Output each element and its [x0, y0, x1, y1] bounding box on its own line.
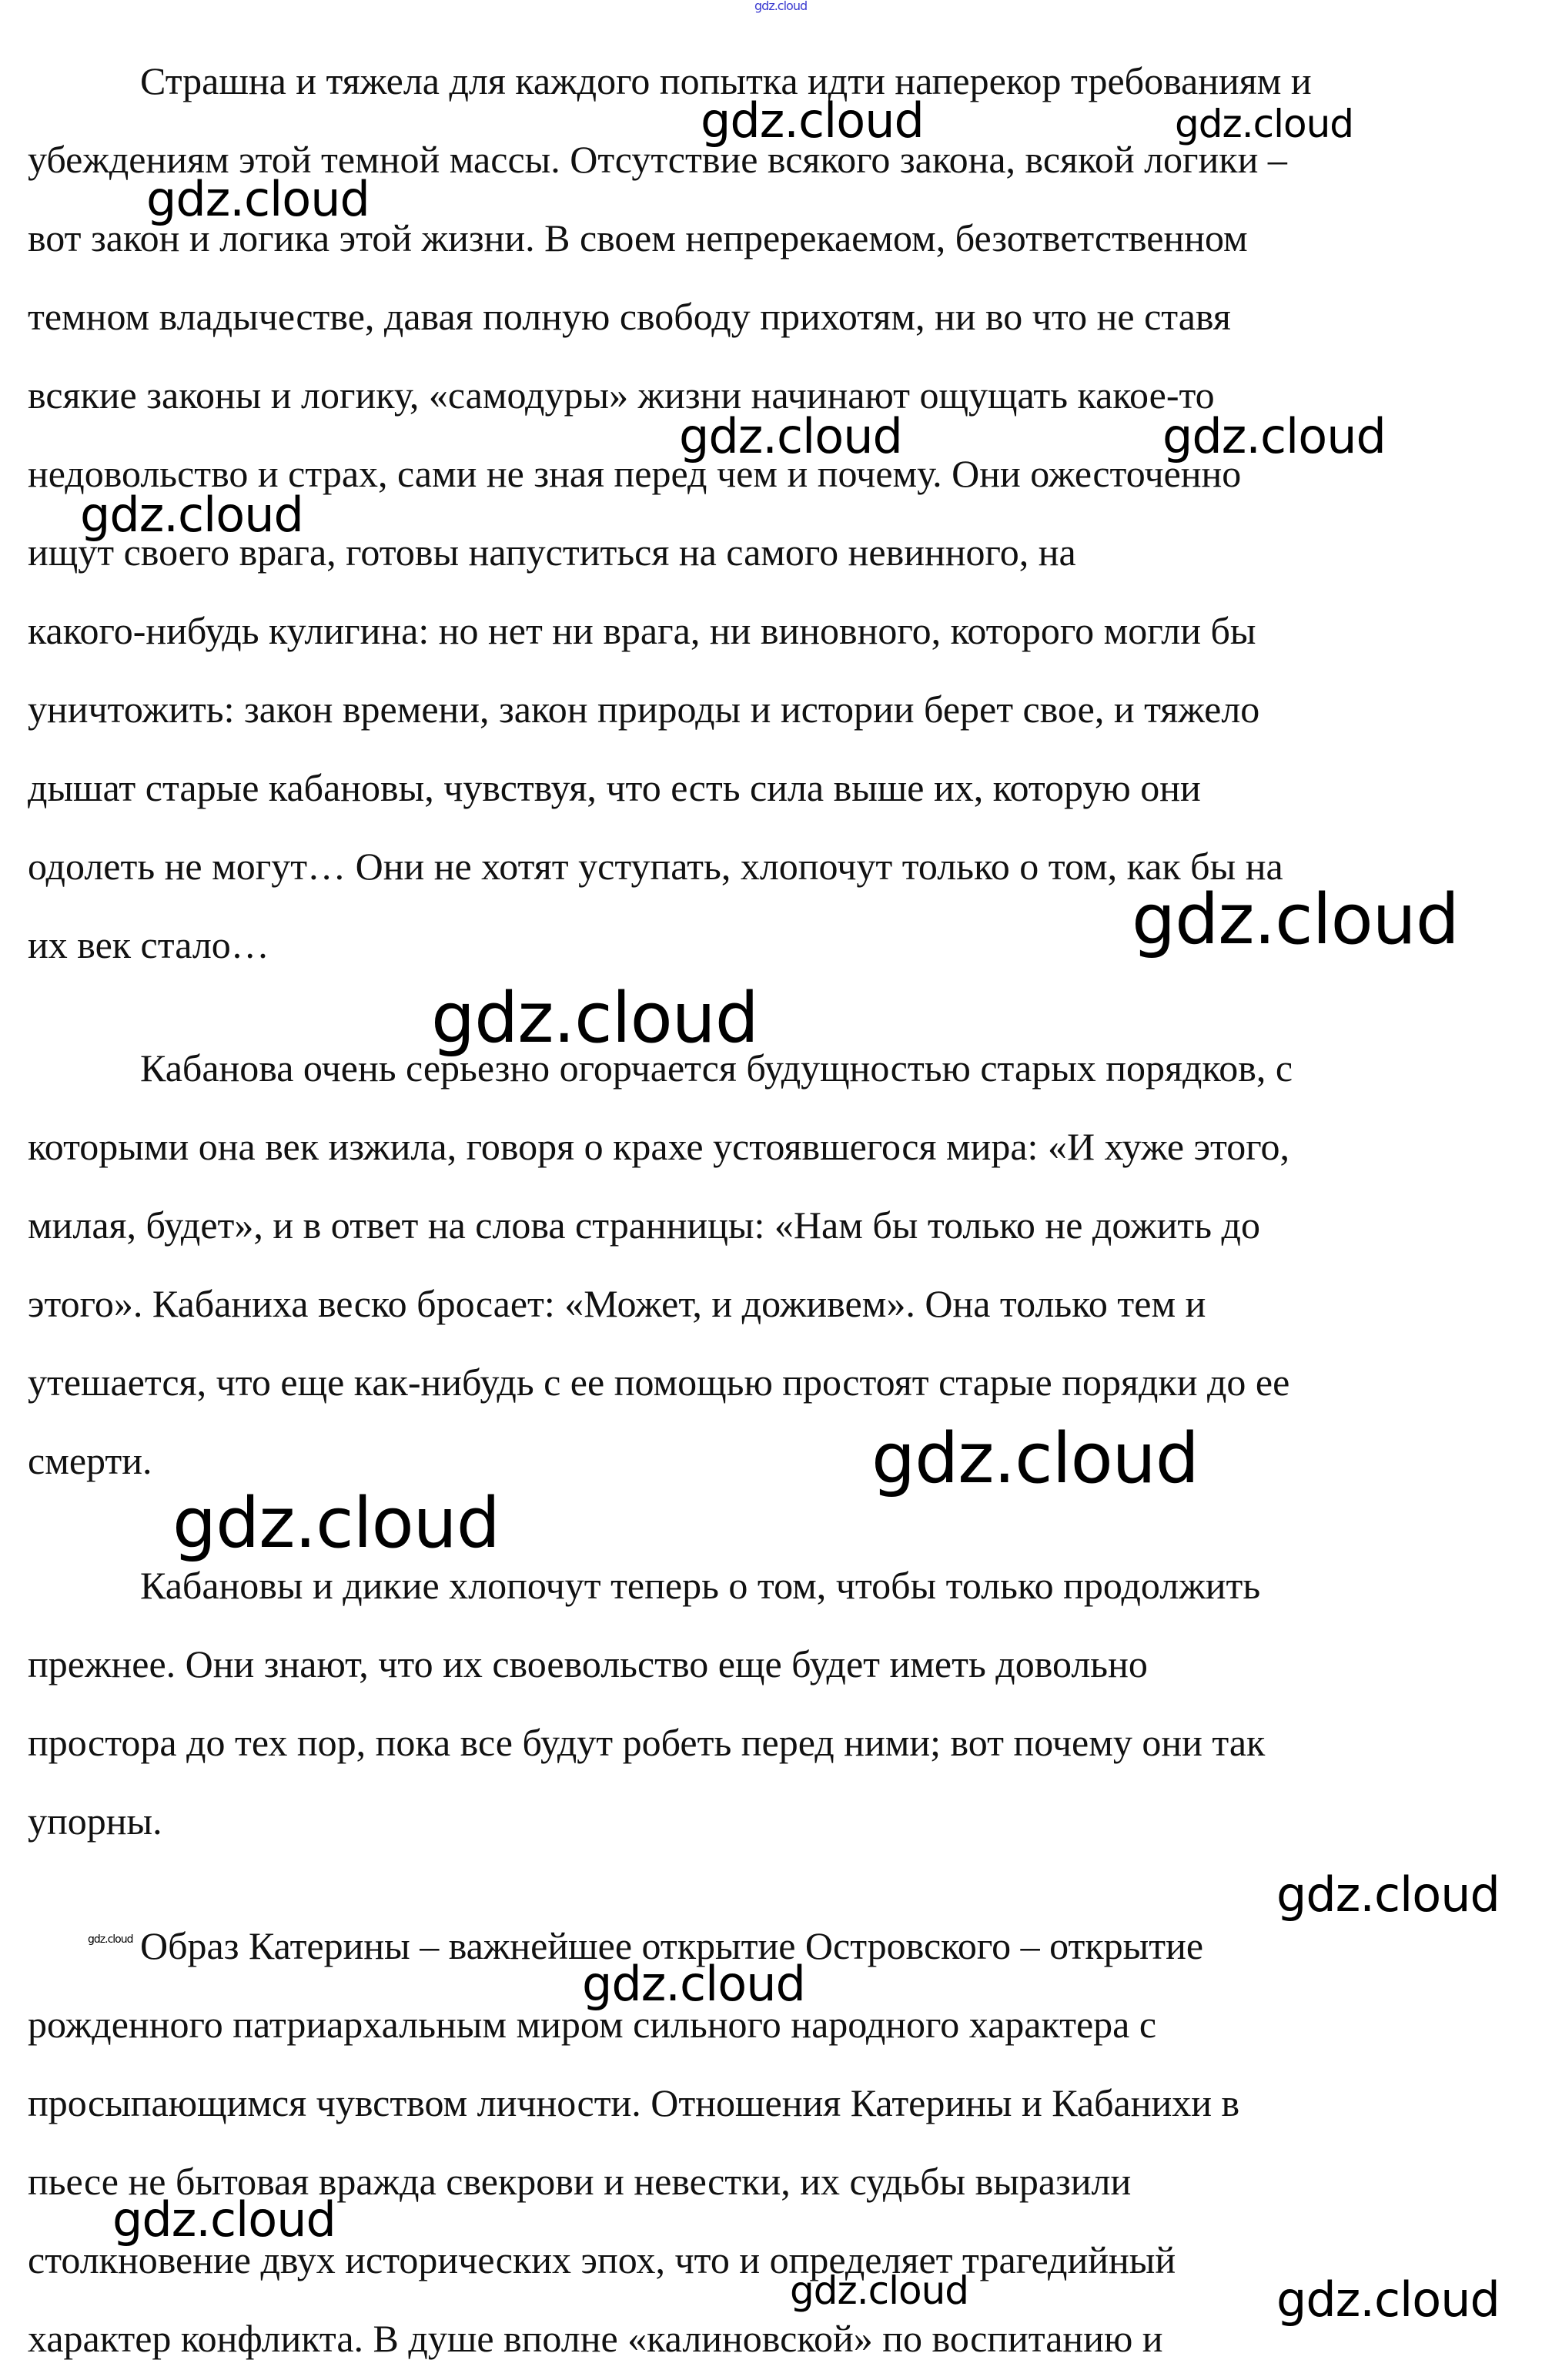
text-line: смерти. — [28, 1439, 152, 1482]
text-line: этого». Кабаниха веско бросает: «Может, и доживем». Она только тем и — [28, 1282, 1206, 1325]
text-line: их век стало… — [28, 923, 269, 966]
text-line: упорны. — [28, 1799, 162, 1843]
watermark: gdz.cloud — [431, 978, 758, 1059]
text-line: темном владычестве, давая полную свободу прихотям, ни во что не ставя — [28, 295, 1231, 338]
text-line: уничтожить: закон времени, закон природы и истории берет свое, и тяжело — [28, 688, 1260, 731]
text-line: вот закон и логика этой жизни. В своем непререкаемом, безответственном — [28, 216, 1248, 259]
paragraph-2 — [28, 1029, 1537, 1500]
text-line: столкновение двух исторических эпох, что и определяет трагедийный — [28, 2238, 1176, 2281]
watermark: gdz.cloud — [679, 408, 902, 464]
text-line: Страшна и тяжела для каждого попытка идти наперекор требованиям и — [140, 59, 1312, 102]
text-line: простора до тех пор, пока все будут робеть перед ними; вот почему они так — [28, 1721, 1266, 1764]
watermark: gdz.cloud — [790, 2268, 969, 2313]
text-line: утешается, что еще как-нибудь с ее помощью простоят старые порядки до ее — [28, 1361, 1290, 1404]
watermark: gdz.cloud — [1132, 879, 1459, 960]
watermark: gdz.cloud — [80, 487, 303, 543]
watermark: gdz.cloud — [146, 171, 370, 227]
text-line: одолеть не могут… Они не хотят уступать, хлопочут только о том, как бы на — [28, 845, 1283, 888]
text-line: пьесе не бытовая вражда свекрови и невестки, их судьбы выразили — [28, 2160, 1132, 2203]
text-line: Образ Катерины – важнейшее открытие Островского – открытие — [140, 1924, 1204, 1967]
paragraph-3 — [28, 1546, 1537, 1860]
watermark: gdz.cloud — [1276, 1866, 1500, 1923]
watermark: gdz.cloud — [871, 1418, 1199, 1499]
watermark: gdz.cloud — [701, 92, 924, 149]
watermark: gdz.cloud — [88, 1933, 133, 1946]
watermark: gdz.cloud — [1175, 102, 1354, 146]
watermark: gdz.cloud — [754, 0, 808, 13]
watermark: gdz.cloud — [1162, 408, 1386, 464]
text-line: рожденного патриархальным миром сильного народного характера с — [28, 2003, 1157, 2046]
text-line: Кабановы и дикие хлопочут теперь о том, чтобы только продолжить — [140, 1564, 1261, 1607]
watermark: gdz.cloud — [1276, 2271, 1500, 2328]
text-line: просыпающимся чувством личности. Отношения Катерины и Кабанихи в — [28, 2081, 1240, 2124]
text-line: которыми она век изжила, говоря о крахе устоявшегося мира: «И хуже этого, — [28, 1125, 1289, 1168]
text-line: всякие законы и логику, «самодуры» жизни начинают ощущать какое-то — [28, 373, 1215, 417]
text-line: милая, будет», и в ответ на слова странницы: «Нам бы только не дожить до — [28, 1203, 1260, 1247]
text-line: убеждениям этой темной массы. Отсутствие всякого закона, всякой логики – — [28, 138, 1287, 181]
text-line: какого-нибудь кулигина: но нет ни врага, ни виновного, которого могли бы — [28, 609, 1256, 652]
text-line: дышат старые кабановы, чувствуя, что есть сила выше их, которую они — [28, 766, 1201, 809]
text-line: ищут своего врага, готовы напуститься на самого невинного, на — [28, 531, 1076, 574]
watermark: gdz.cloud — [172, 1483, 500, 1564]
watermark: gdz.cloud — [112, 2191, 336, 2248]
text-line: характер конфликта. В душе вполне «калиновской» по воспитанию и — [28, 2317, 1163, 2360]
text-line: Кабанова очень серьезно огорчается будущностью старых порядков, с — [140, 1046, 1293, 1090]
watermark: gdz.cloud — [582, 1956, 805, 2012]
text-line: прежнее. Они знают, что их своевольство еще будет иметь довольно — [28, 1642, 1148, 1685]
text-line: недовольство и страх, сами не зная перед чем и почему. Они ожесточенно — [28, 452, 1242, 495]
